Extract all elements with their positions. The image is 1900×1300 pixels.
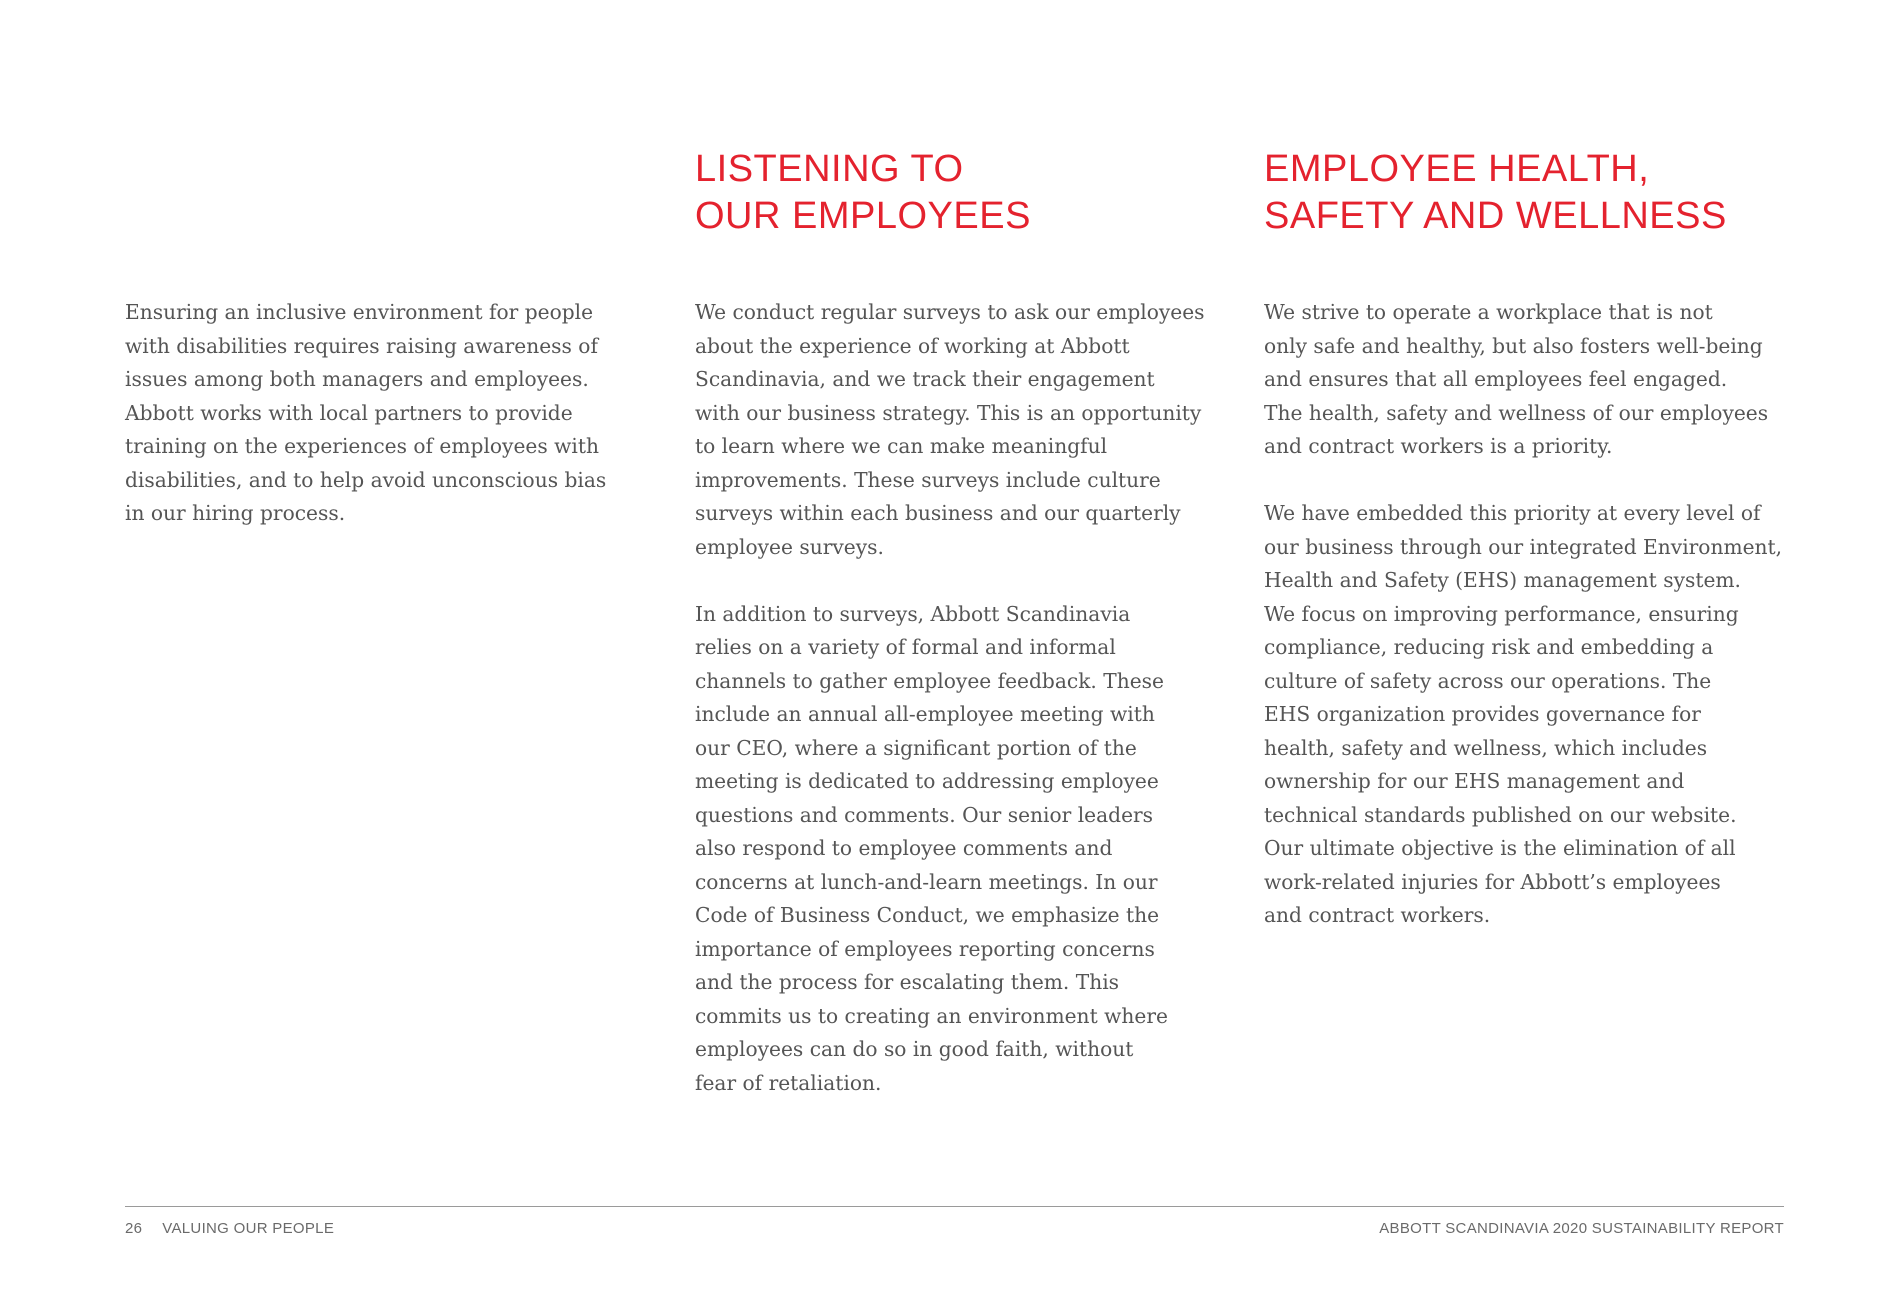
text-line: We strive to operate a workplace that is not xyxy=(1264,300,1713,324)
text-line: technical standards published on our website. xyxy=(1264,802,1737,827)
listening-paragraph-1 xyxy=(695,296,1225,564)
text-line: our CEO, where a significant portion of the xyxy=(695,735,1137,760)
text-line: issues among both managers and employees. xyxy=(125,367,589,391)
health-paragraph-1 xyxy=(1264,296,1794,464)
report-title: ABBOTT SCANDINAVIA 2020 SUSTAINABILITY REPORT xyxy=(1379,1220,1784,1237)
health-paragraph-2 xyxy=(1264,497,1794,933)
health-heading xyxy=(1264,146,1727,240)
text-line: EHS organization provides governance for xyxy=(1264,702,1701,726)
text-line: also respond to employee comments and xyxy=(695,836,1113,860)
footer-left xyxy=(125,1220,334,1237)
text-line: compliance, reducing risk and embedding a xyxy=(1264,635,1714,659)
text-line: only safe and healthy, but also fosters well-being xyxy=(1264,333,1763,358)
text-line: improvements. These surveys include culture xyxy=(695,467,1161,492)
text-line: culture of safety across our operations. The xyxy=(1264,668,1712,693)
text-line: disabilities, and to help avoid unconscious bias xyxy=(125,467,607,492)
section-name: VALUING OUR PEOPLE xyxy=(162,1220,335,1237)
listening-paragraph-2 xyxy=(695,598,1225,1101)
text-line: Scandinavia, and we track their engagement xyxy=(695,367,1155,391)
text-line: with our business strategy. This is an opportunity xyxy=(695,400,1202,425)
text-line: and contract workers is a priority. xyxy=(1264,434,1613,458)
heading-line: OUR EMPLOYEES xyxy=(695,195,1031,237)
text-line: We focus on improving performance, ensuring xyxy=(1264,601,1739,626)
text-line: Our ultimate objective is the elimination of all xyxy=(1264,836,1736,860)
text-line: include an annual all-employee meeting with xyxy=(695,702,1155,726)
heading-line: EMPLOYEE HEALTH, xyxy=(1264,148,1650,190)
text-line: employee surveys. xyxy=(695,534,884,559)
text-line: We have embedded this priority at every level of xyxy=(1264,501,1761,525)
text-line: Abbott works with local partners to provide xyxy=(125,400,573,425)
text-line: commits us to creating an environment where xyxy=(695,1003,1168,1028)
text-line: and contract workers. xyxy=(1264,903,1491,927)
listening-heading xyxy=(695,146,1031,240)
heading-line: SAFETY AND WELLNESS xyxy=(1264,195,1727,237)
text-line: training on the experiences of employees with xyxy=(125,434,599,458)
text-line: surveys within each business and our quarterly xyxy=(695,501,1181,525)
left-column-body xyxy=(125,296,645,564)
footer-divider xyxy=(125,1206,1784,1207)
text-line: about the experience of working at Abbott xyxy=(695,333,1130,358)
text-line: importance of employees reporting concerns xyxy=(695,936,1155,961)
page-number: 26 xyxy=(125,1220,143,1237)
health-body xyxy=(1264,296,1794,966)
text-line: health, safety and wellness, which includes xyxy=(1264,735,1708,760)
text-line: We conduct regular surveys to ask our employees xyxy=(695,300,1205,324)
text-line: Code of Business Conduct, we emphasize the xyxy=(695,903,1160,927)
text-line: and the process for escalating them. This xyxy=(695,970,1120,994)
heading-line: LISTENING TO xyxy=(695,148,964,190)
text-line: questions and comments. Our senior leaders xyxy=(695,802,1154,827)
text-line: our business through our integrated Environment, xyxy=(1264,534,1783,559)
text-line: and ensures that all employees feel engaged. xyxy=(1264,367,1728,391)
left-paragraph xyxy=(125,296,645,531)
text-line: employees can do so in good faith, without xyxy=(695,1037,1134,1061)
text-line: Ensuring an inclusive environment for people xyxy=(125,300,594,324)
text-line: The health, safety and wellness of our employees xyxy=(1264,400,1769,425)
text-line: work-related injuries for Abbott’s employees xyxy=(1264,869,1721,894)
text-line: ownership for our EHS management and xyxy=(1264,769,1685,793)
listening-body xyxy=(695,296,1225,1134)
text-line: relies on a variety of formal and informal xyxy=(695,635,1116,659)
text-line: In addition to surveys, Abbott Scandinavia xyxy=(695,601,1131,626)
text-line: to learn where we can make meaningful xyxy=(695,434,1108,458)
text-line: fear of retaliation. xyxy=(695,1070,882,1095)
text-line: Health and Safety (EHS) management system. xyxy=(1264,568,1741,592)
text-line: in our hiring process. xyxy=(125,501,346,525)
text-line: concerns at lunch-and-learn meetings. In our xyxy=(695,869,1158,894)
text-line: channels to gather employee feedback. These xyxy=(695,668,1164,693)
text-line: with disabilities requires raising awareness of xyxy=(125,333,598,358)
text-line: meeting is dedicated to addressing employee xyxy=(695,769,1159,793)
